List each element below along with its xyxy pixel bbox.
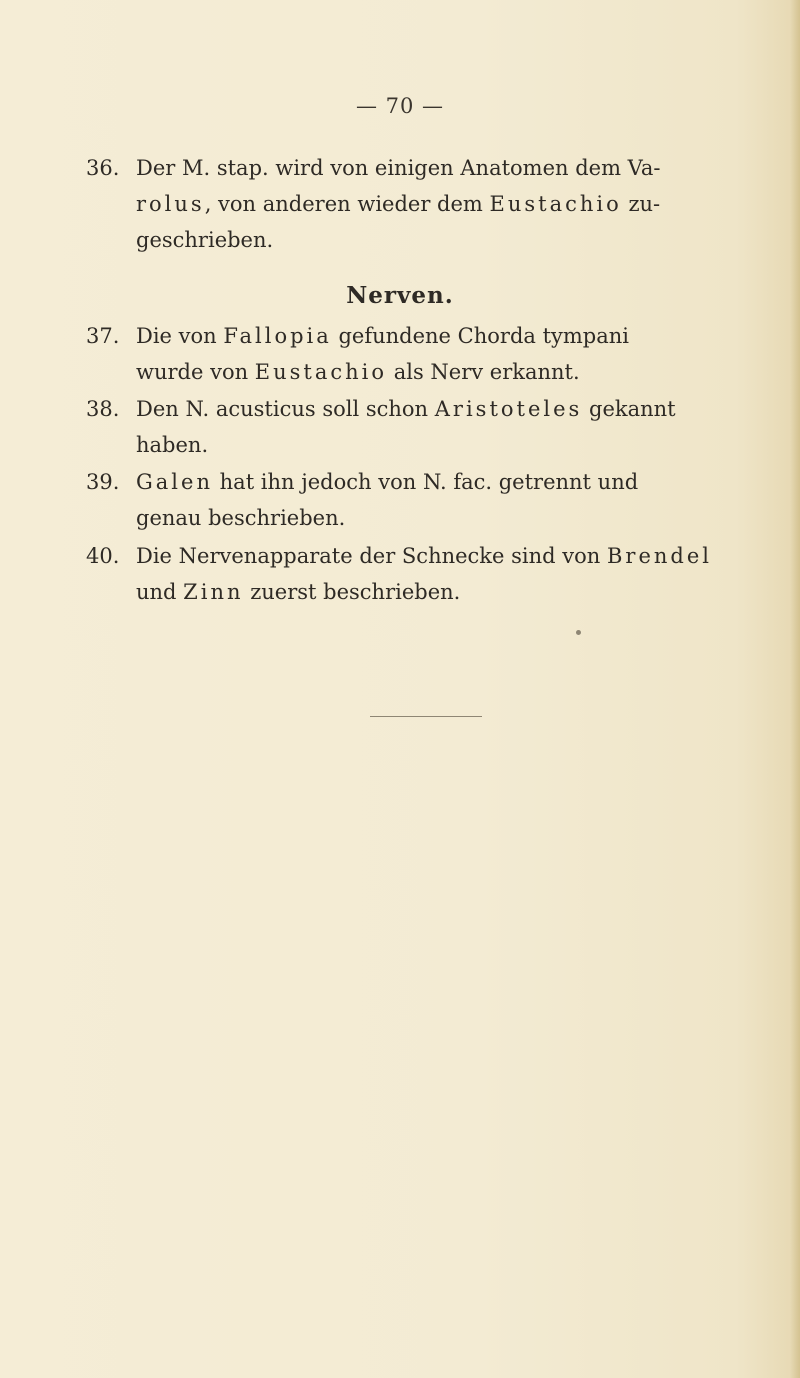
text-run: gefundene Chorda tympani — [331, 324, 629, 348]
spaced-name: Fallopia — [223, 324, 332, 348]
entry-line — [136, 538, 766, 574]
entry-line — [136, 464, 766, 500]
text-run: und — [136, 580, 184, 604]
text-run: als Nerv erkannt. — [387, 360, 580, 384]
spaced-name: Eustachio — [254, 360, 388, 384]
text-run: zuerst beschrieben. — [243, 580, 461, 604]
spaced-name: rolus — [136, 192, 205, 216]
entry-line — [136, 574, 766, 610]
end-rule — [370, 716, 482, 717]
spaced-name: Zinn — [183, 580, 244, 604]
entry-line — [136, 222, 766, 258]
entry-line — [136, 186, 766, 222]
text-run: gekannt — [582, 397, 676, 421]
entry-line — [136, 318, 766, 354]
entry-38 — [86, 391, 766, 463]
text-run: Die von — [136, 324, 224, 348]
entry-number: 40. — [86, 544, 120, 568]
entry-line — [136, 427, 766, 463]
text-run: haben. — [136, 433, 209, 457]
text-run: Die Nervenapparate der Schnecke sind von — [136, 544, 607, 568]
spaced-name: Eustachio — [489, 192, 622, 216]
entry-37 — [86, 318, 766, 390]
text-run: Den N. acusticus soll schon — [136, 397, 435, 421]
spaced-name: Brendel — [606, 544, 712, 568]
spaced-name: Galen — [136, 470, 213, 494]
entry-line — [136, 354, 766, 390]
entry-36 — [86, 150, 766, 258]
entry-39 — [86, 464, 766, 536]
text-run: geschrieben. — [136, 228, 274, 252]
page-number: — 70 — — [355, 94, 445, 118]
text-run: genau beschrieben. — [136, 506, 346, 530]
entry-number: 37. — [86, 324, 120, 348]
spaced-name: Aristoteles — [434, 397, 583, 421]
entry-number: 38. — [86, 397, 120, 421]
text-run: zu- — [621, 192, 661, 216]
section-heading: Nerven. — [346, 282, 454, 309]
page-edge-shadow — [790, 0, 800, 1378]
entry-number: 36. — [86, 156, 120, 180]
text-run: Va- — [627, 156, 661, 180]
entry-line — [136, 150, 766, 186]
text-run: , von anderen wieder dem — [204, 192, 490, 216]
text-run: hat ihn jedoch von N. fac. getrennt und — [212, 470, 639, 494]
entry-number: 39. — [86, 470, 120, 494]
entry-line — [136, 500, 766, 536]
entry-line — [136, 391, 766, 427]
text-run: Der M. stap. wird von einigen Anatomen dem — [136, 156, 628, 180]
text-run: wurde von — [136, 360, 255, 384]
ink-speck — [576, 630, 581, 635]
entry-40 — [86, 538, 766, 610]
